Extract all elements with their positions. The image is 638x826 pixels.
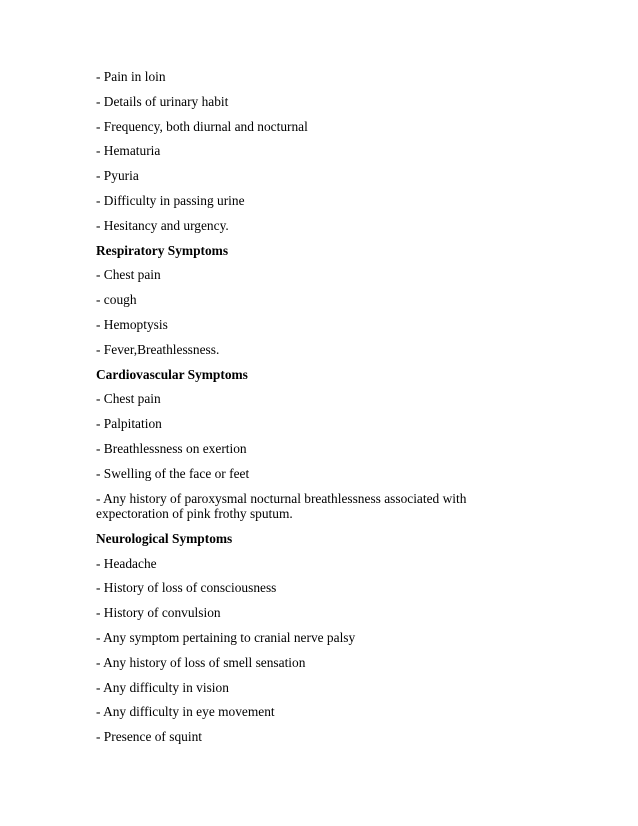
list-item: - Headache [96, 555, 157, 571]
respiratory-symptoms-section [96, 243, 536, 358]
urinary-symptoms-section [96, 69, 536, 233]
list-item: - Pyuria [96, 168, 139, 184]
section-heading: Cardiovascular Symptoms [96, 366, 248, 382]
list-item: - Any history of loss of smell sensation [96, 654, 306, 670]
list-item: - Chest pain [96, 391, 161, 407]
list-item: - cough [96, 292, 137, 308]
list-item: - Fever,Breathlessness. [96, 341, 220, 357]
neurological-symptoms-section [96, 531, 536, 745]
list-item: - Any history of paroxysmal nocturnal breathlessness associated with expectoration of pink frothy sputum. [96, 490, 467, 522]
cardiovascular-symptoms-section [96, 367, 536, 522]
list-item: - History of convulsion [96, 605, 221, 621]
list-item: - Breathlessness on exertion [96, 440, 247, 456]
list-item: - Presence of squint [96, 729, 202, 745]
symptoms-text [96, 69, 536, 754]
section-heading: Neurological Symptoms [96, 530, 233, 546]
section-heading: Respiratory Symptoms [96, 242, 229, 258]
list-item: - Swelling of the face or feet [96, 465, 250, 481]
list-item: - Chest pain [96, 267, 161, 283]
list-item: - Hesitancy and urgency. [96, 217, 229, 233]
list-item: - Pain in loin [96, 69, 166, 84]
list-item: - Details of urinary habit [96, 93, 229, 109]
list-item: - Any difficulty in vision [96, 679, 229, 695]
list-item: - Any symptom pertaining to cranial nerve palsy [96, 630, 356, 646]
list-item: - Any difficulty in eye movement [96, 704, 275, 720]
list-item: - Palpitation [96, 416, 162, 432]
list-item: - Hematuria [96, 143, 161, 159]
list-item: - Difficulty in passing urine [96, 192, 245, 208]
list-item: - Hemoptysis [96, 316, 168, 332]
list-item: - Frequency, both diurnal and nocturnal [96, 118, 308, 134]
list-item: - History of loss of consciousness [96, 580, 277, 596]
